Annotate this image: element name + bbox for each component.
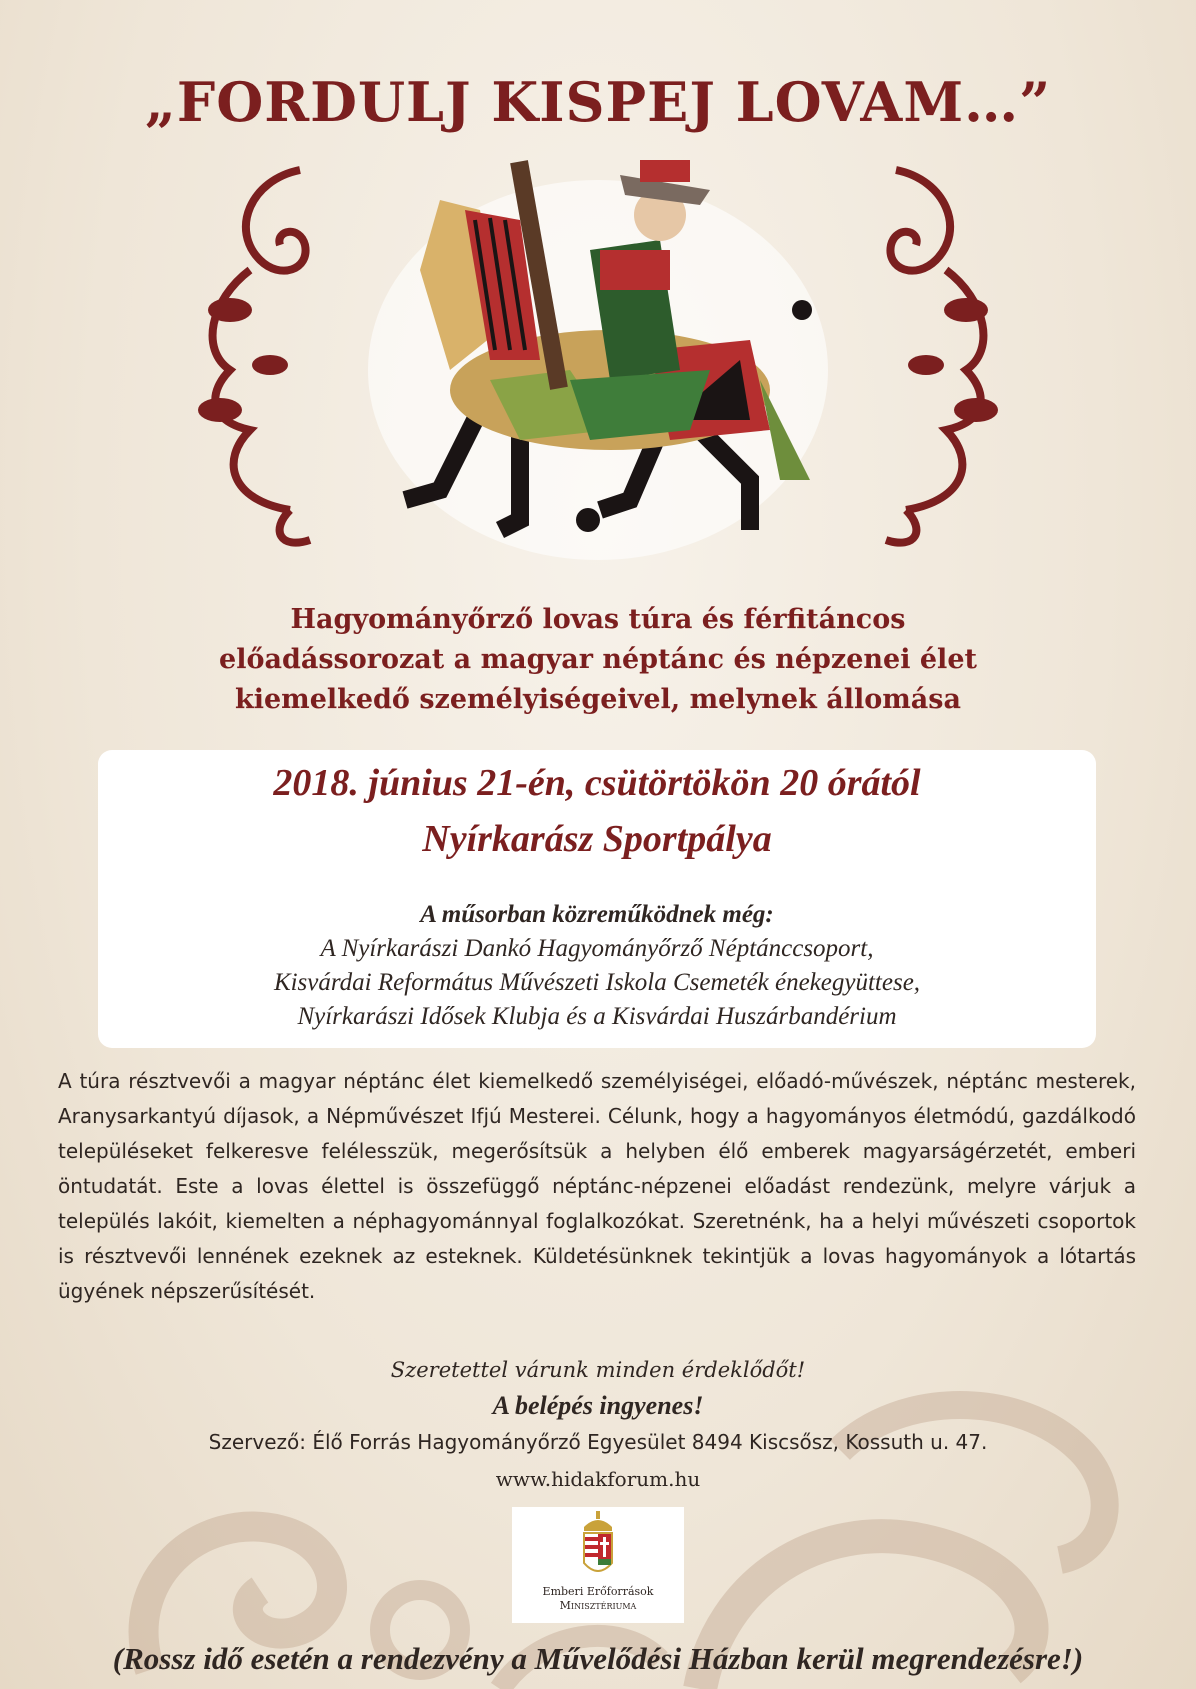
free-entry-text: A belépés ingyenes! [492,1391,704,1420]
participants-list [98,898,1096,1034]
page-title: „FORDULJ KISPEJ LOVAM…” [144,70,1052,134]
intro-line: kiemelkedő személyiségeivel, melynek állomása [235,684,961,715]
participant-item: Nyírkarászi Idősek Klubja és a Kisvárdai Huszárbandérium [297,1003,897,1030]
rain-venue-note: (Rossz idő esetén a rendezvény a Művelődési Házban kerül megrendezésre!) [112,1641,1084,1676]
left-ornament-icon [198,170,310,543]
description-paragraph: A túra résztvevői a magyar néptánc élet kiemelkedő személyiségei, előadó-művészek, néptánc mesterek, Aranysarkantyú díjasok, a Népművészet Ifjú Mesterei. Célunk, hogy a hagyományos életmódú, gazdálkodó településeket felkeresve felélesszük, megerősítsük a helyben élő emberek magyarságérzetét, emberi öntudatát. Este a lovas élettel is összefüggő néptánc-népzenei előadást rendezünk, melyre várjuk a település lakóit, kiemelten a néphagyománnyal foglalkozókat. Szeretnénk, ha a helyi művészeti csoportok is résztvevői lennének ezeknek az esteknek. Küldetésünknek tekintjük a lovas hagyományok a lótartás ügyének népszerűsítését. [58,1069,1136,1303]
ministry-name [512,1585,684,1613]
participant-item: Kisvárdai Református Művészeti Iskola Csemeték énekegyüttese, [273,969,921,996]
hero-illustration [190,160,1006,560]
welcome-text: Szeretettel várunk minden érdeklődőt! [390,1358,806,1382]
event-description-heading [80,600,1116,720]
intro-line: előadássorozat a magyar néptánc és népzenei élet [219,644,977,675]
right-ornament-icon [886,170,998,543]
participants-heading: A műsorban közreműködnek még: [420,901,774,928]
participant-item: A Nyírkarászi Dankó Hagyományőrző Néptánccsoport, [320,935,874,962]
ministry-name-line: Emberi Erőforrások [542,1585,654,1598]
organizer-text: Szervező: Élő Forrás Hagyományőrző Egyesület 8494 Kiscsősz, Kossuth u. 47. [208,1430,988,1454]
event-datetime: 2018. június 21-én, csütörtökön 20 órától [273,762,921,804]
intro-line: Hagyományőrző lovas túra és férfitáncos [290,604,906,635]
event-details [98,755,1096,867]
horseman-icon [368,160,828,560]
event-venue: Nyírkarász Sportpálya [422,818,772,860]
website-link[interactable]: www.hidakforum.hu [495,1467,701,1491]
hungarian-coat-of-arms-icon [512,1507,684,1585]
ministry-logo [512,1507,684,1623]
ministry-name-line: Minisztériuma [559,1599,637,1612]
